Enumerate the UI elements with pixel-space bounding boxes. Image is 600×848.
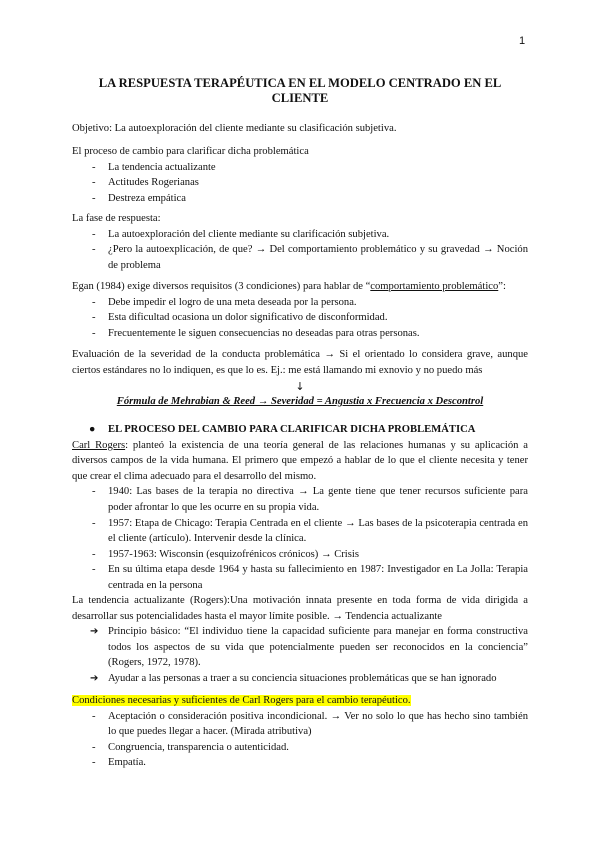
egan-list — [72, 295, 528, 342]
response-phase-list — [72, 227, 528, 274]
down-arrow-icon: ↓ — [295, 380, 305, 393]
page-title: LA RESPUESTA TERAPÉUTICA EN EL MODELO CENTRADO EN EL CLIENTE — [98, 76, 502, 105]
list-item: - Esta dificultad ocasiona un dolor significativo de disconformidad. — [72, 310, 528, 326]
list-item: ➔ Principio básico: “El individuo tiene la capacidad suficiente para manejar en forma constructiva todos los aspectos de su vida que potencialmente pueden ser reconocidos en la conciencia” (Rogers, 1972, 1978). — [72, 624, 528, 671]
rogers-name: Carl Rogers — [72, 439, 126, 451]
list-item: - Empatía. — [72, 755, 528, 771]
list-item: - La tendencia actualizante — [72, 160, 528, 176]
actualizing-list — [72, 624, 528, 686]
change-process-block — [72, 144, 528, 206]
list-item: - La autoexploración del cliente mediante su clarificación subjetiva. — [72, 227, 528, 243]
list-item: - En su última etapa desde 1964 y hasta su fallecimiento en 1987: Investigador en La Jolla: Terapia centrada en la persona — [72, 562, 528, 593]
list-item: - Destreza empática — [72, 191, 528, 207]
egan-intro-end: ”: — [498, 281, 506, 292]
egan-problem-term: comportamiento problemático — [370, 281, 499, 292]
bullet-icon: ● — [89, 424, 96, 435]
objective-paragraph: Objetivo: La autoexploración del cliente mediante su clasificación subjetiva. — [72, 123, 397, 134]
egan-intro-text: Egan (1984) exige diversos requisitos (3 condiciones) para hablar de “ — [72, 281, 371, 292]
conditions-heading — [72, 693, 528, 709]
list-item: - 1940: Las bases de la terapia no directiva → La gente tiene que tener recursos suficiente para poder afrontar lo que les ocurre en su propia vida. — [72, 484, 528, 515]
change-process-intro: El proceso de cambio para clarificar dicha problemática — [72, 146, 309, 157]
response-phase-intro: La fase de respuesta: — [72, 213, 161, 224]
highlighted-heading: Condiciones necesarias y suficientes de Carl Rogers para el cambio terapéutico. — [72, 695, 411, 706]
list-item: - Debe impedir el logro de una meta deseada por la persona. — [72, 295, 528, 311]
section-heading — [72, 422, 528, 438]
egan-intro — [72, 279, 528, 295]
change-process-list — [72, 160, 528, 207]
list-item: - Aceptación o consideración positiva incondicional. → Ver no solo lo que has hecho sino también lo que puedes llegar a hacer. (Mirada atributiva) — [72, 709, 528, 740]
conditions-block — [72, 693, 528, 771]
list-item: - ¿Pero la autoexplicación, de que? → Del comportamiento problemático y su gravedad → Noción de problema — [72, 242, 528, 273]
list-item: - 1957: Etapa de Chicago: Terapia Centrada en el cliente → Las bases de la psicoterapia centrada en el cliente (artículo). Intervenir desde la clínica. — [72, 516, 528, 547]
response-phase-block — [72, 211, 528, 273]
page-number: 1 — [519, 35, 526, 47]
list-item: - Congruencia, transparencia o autenticidad. — [72, 740, 528, 756]
change-section — [72, 422, 528, 594]
list-item: - Frecuentemente le siguen consecuencias no deseadas para otras personas. — [72, 326, 528, 342]
rogers-text: : planteó la existencia de una teoría general de las relaciones humanas y su aplicación a diversos campos de la vida humana. El primero que empezó a hablar de lo que el cliente necesita y tener que crear el clima adecuado para el desarrollo del mismo. — [72, 439, 528, 482]
egan-block — [72, 279, 528, 341]
actualizing-block — [72, 593, 528, 687]
evaluation-paragraph: Evaluación de la severidad de la conducta problemática → Si el orientado lo considera grave, aunque ciertos estándares no lo indiquen, es que lo es. Ej.: me está llamando mi exnovio y no puedo más — [72, 349, 528, 376]
list-item: ➔ Ayudar a las personas a traer a su conciencia situaciones problemáticas que se han ignorado — [72, 671, 528, 687]
list-item: - Actitudes Rogerianas — [72, 175, 528, 191]
rogers-paragraph — [72, 438, 528, 485]
rogers-timeline-list — [72, 484, 528, 593]
section-heading-text: EL PROCESO DEL CAMBIO PARA CLARIFICAR DICHA PROBLEMÁTICA — [108, 424, 476, 435]
actualizing-paragraph: La tendencia actualizante (Rogers):Una motivación innata presente en toda forma de vida dirigida a desarrollar sus potencialidades hasta el mayor límite posible. → Tendencia actualizante — [72, 595, 528, 622]
formula-line: Fórmula de Mehrabian & Reed → Severidad = Angustia x Frecuencia x Descontrol — [116, 396, 484, 407]
conditions-list — [72, 709, 528, 771]
list-item: - 1957-1963: Wisconsin (esquizofrénicos crónicos) → Crisis — [72, 547, 528, 563]
